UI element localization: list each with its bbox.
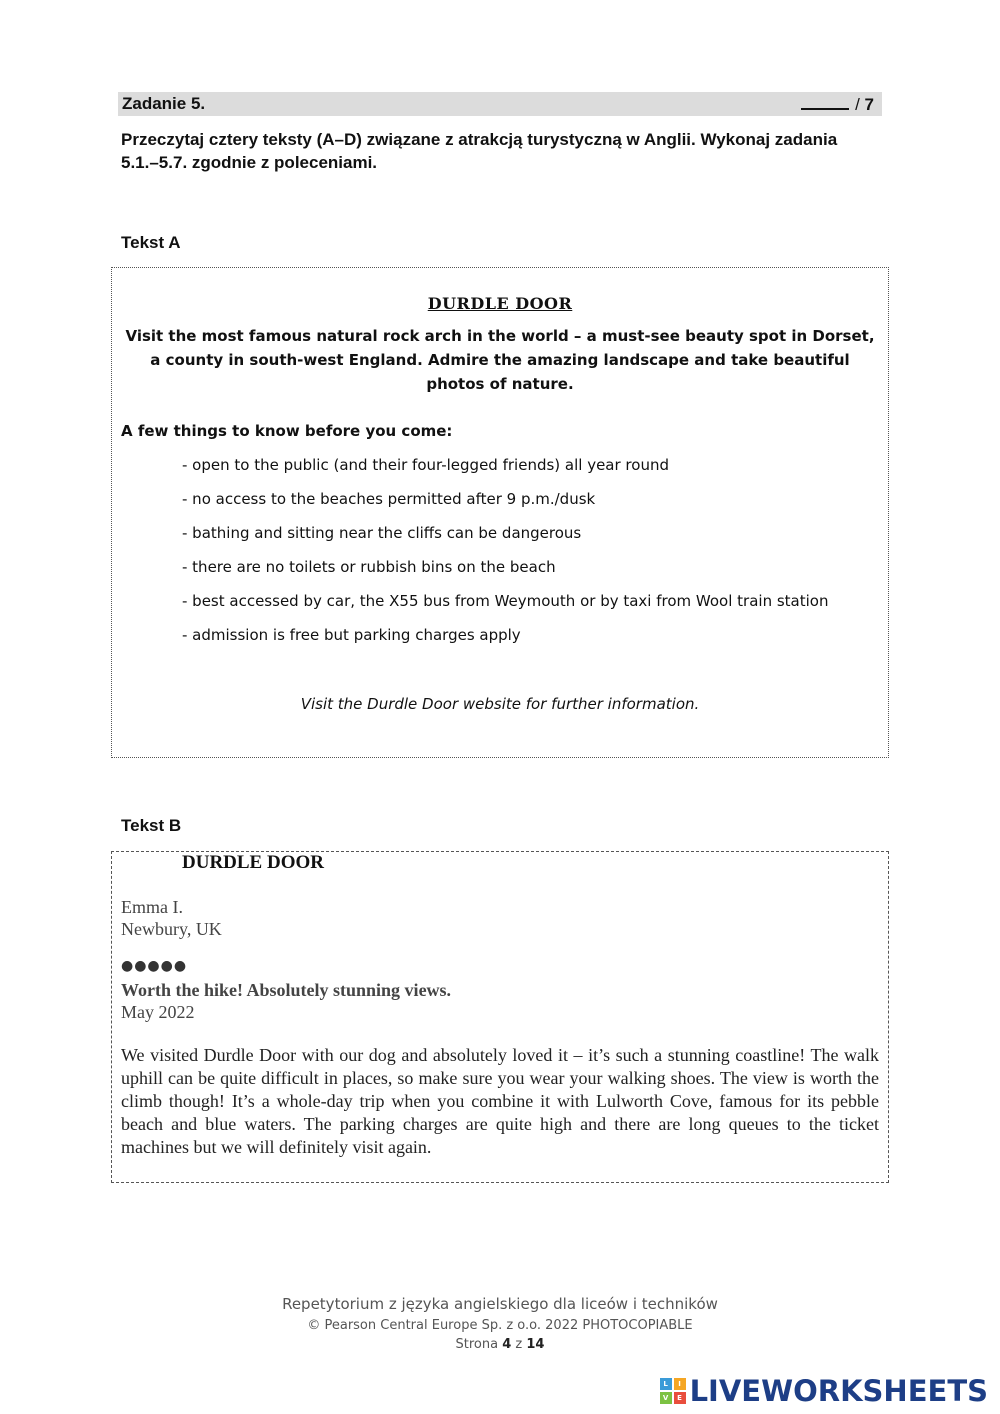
list-item: - no access to the beaches permitted after 9 p.m./dusk bbox=[182, 490, 596, 508]
text-a-list bbox=[182, 454, 828, 658]
list-item: - admission is free but parking charges apply bbox=[182, 626, 521, 644]
text-a-label: Tekst A bbox=[121, 233, 181, 252]
text-a-subheading: A few things to know before you come: bbox=[121, 422, 453, 440]
review-body: We visited Durdle Door with our dog and absolutely loved it – it’s such a stunning coastline! The walk uphill can be quite difficult in places, so make sure you wear your walking shoes. The view is worth the climb though! It’s a whole-day trip when you combine it with Lulworth Cove, famous for its pebble beach and blue waters. The parking charges are quite high and there are long queues to the ticket machines but we will definitely visit again. bbox=[121, 1045, 879, 1157]
rating-dots: ●●●●● bbox=[121, 958, 188, 974]
logo-tile: V bbox=[660, 1392, 672, 1404]
footer-publication: Repetytorium z języka angielskiego dla liceów i techników bbox=[282, 1295, 718, 1313]
reviewer-name: Emma I. bbox=[121, 897, 183, 917]
reviewer-location: Newbury, UK bbox=[121, 919, 222, 939]
list-item: - best accessed by car, the X55 bus from Weymouth or by taxi from Wool train station bbox=[182, 592, 829, 610]
text-b-label: Tekst B bbox=[121, 816, 182, 835]
brand-name: LIVEWORKSHEETS bbox=[689, 1374, 988, 1408]
page-total: 14 bbox=[526, 1337, 545, 1352]
logo-tile: E bbox=[674, 1392, 686, 1404]
list-item: - open to the public (and their four-legged friends) all year round bbox=[182, 456, 669, 474]
review-date: May 2022 bbox=[121, 1002, 195, 1022]
text-a-title: DURDLE DOOR bbox=[427, 294, 573, 313]
logo-tile: L bbox=[660, 1378, 672, 1390]
task-title: Zadanie 5. bbox=[122, 94, 206, 113]
list-item: - there are no toilets or rubbish bins on the beach bbox=[182, 558, 556, 576]
page-joiner: z bbox=[515, 1337, 523, 1352]
text-a-footer-note: Visit the Durdle Door website for further information. bbox=[300, 695, 700, 713]
list-item: - bathing and sitting near the cliffs can be dangerous bbox=[182, 524, 582, 542]
liveworksheets-brand[interactable] bbox=[660, 1374, 988, 1408]
liveworksheets-logo-icon bbox=[660, 1378, 686, 1404]
score-blank[interactable] bbox=[801, 94, 849, 110]
footer-copyright: © Pearson Central Europe Sp. z o.o. 2022 PHOTOCOPIABLE bbox=[307, 1318, 693, 1333]
page-current: 4 bbox=[502, 1337, 512, 1352]
page-number bbox=[0, 1337, 1000, 1352]
text-b-box bbox=[111, 851, 889, 1183]
score-total: 7 bbox=[864, 95, 874, 114]
page-prefix: Strona bbox=[455, 1337, 499, 1352]
logo-tile: I bbox=[674, 1378, 686, 1390]
review-headline: Worth the hike! Absolutely stunning views. bbox=[121, 980, 452, 1000]
reviewer-info bbox=[121, 896, 222, 940]
task-instruction: Przeczytaj cztery teksty (A–D) związane z atrakcją turystyczną w Anglii. Wykonaj zadania 5.1.–5.7. zgodnie z poleceniami. bbox=[121, 130, 838, 172]
text-a-box bbox=[111, 267, 889, 758]
score-separator: / bbox=[855, 95, 860, 114]
task-score bbox=[801, 94, 874, 115]
task-header-bar bbox=[118, 92, 882, 116]
text-a-lead: Visit the most famous natural rock arch in the world – a must-see beauty spot in Dorset, a county in south-west England. Admire the amazing landscape and take beautiful photos of nature. bbox=[125, 327, 875, 393]
text-b-title: DURDLE DOOR bbox=[182, 852, 324, 873]
